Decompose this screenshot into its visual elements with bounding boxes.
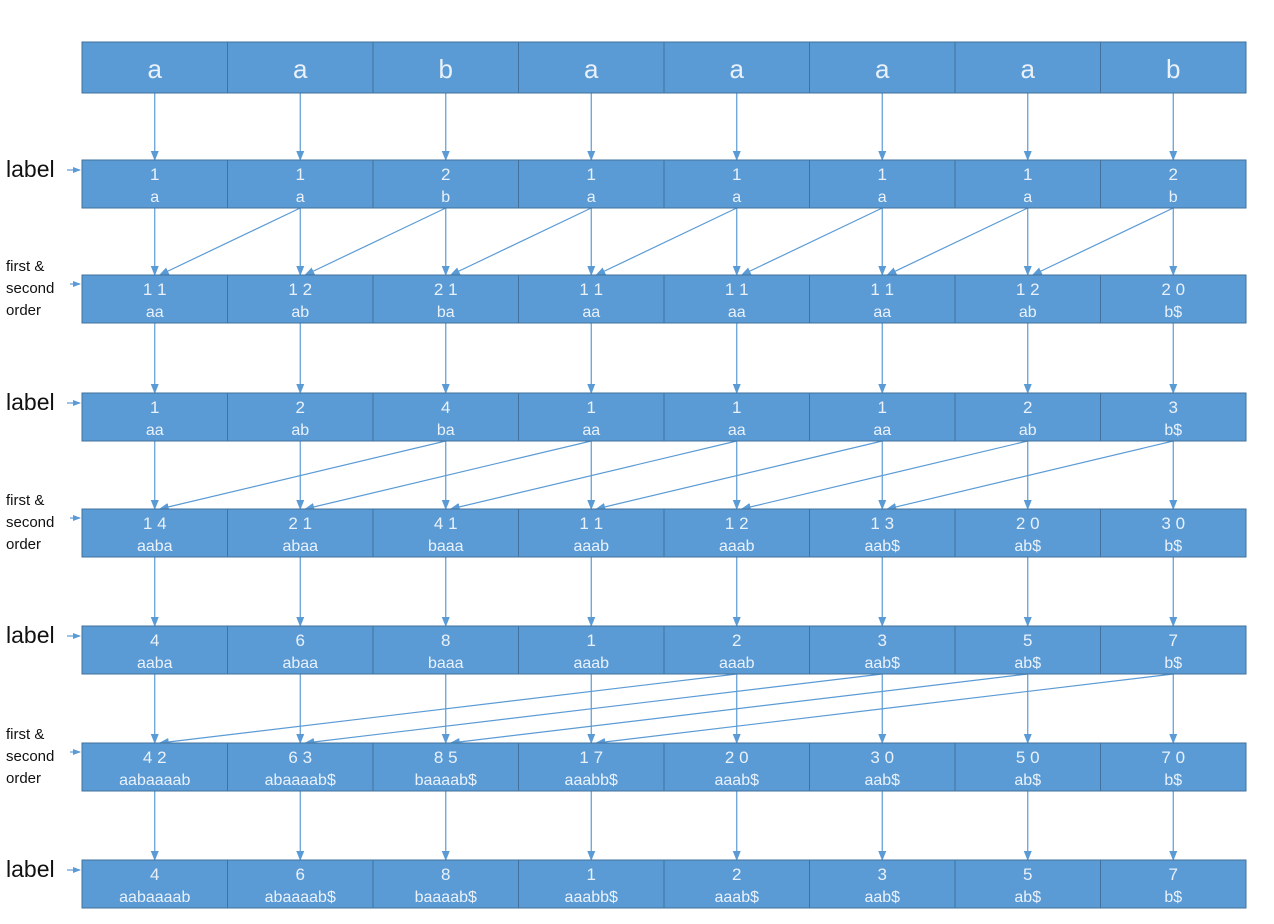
cell-rank-value: 1 2 — [724, 514, 749, 533]
diagonal-arrow — [596, 208, 737, 275]
cell-rank-value: 1 — [295, 165, 305, 184]
cell-substring: aaab — [573, 538, 610, 555]
side-label-label: label — [6, 156, 55, 182]
cell-rank-value: 1 — [586, 865, 596, 884]
title-cell-char: a — [729, 54, 744, 84]
title-cell-char: a — [584, 54, 599, 84]
cell-substring: b — [1168, 189, 1178, 206]
cell-substring: aa — [873, 304, 892, 321]
cell-substring: a — [1023, 189, 1033, 206]
cell-substring: aaab — [573, 655, 610, 672]
cell-substring: b$ — [1164, 655, 1183, 672]
diagonal-arrow — [451, 208, 592, 275]
cell-rank-value: 1 2 — [288, 280, 313, 299]
cell-substring: abaa — [282, 538, 319, 555]
cell-substring: aab$ — [864, 655, 901, 672]
side-label-label: label — [6, 389, 55, 415]
cell-rank-value: 1 — [150, 165, 160, 184]
cell-rank-value: 1 — [1023, 165, 1033, 184]
cell-rank-value: 1 — [877, 398, 887, 417]
cell-substring: a — [295, 189, 305, 206]
cells-layer — [82, 42, 1246, 908]
cell-rank-value: 2 1 — [433, 280, 458, 299]
side-labels-layer — [6, 156, 80, 882]
cell-substring: aaab — [718, 655, 755, 672]
diagonal-arrow — [1033, 208, 1174, 275]
cell-substring: ab$ — [1014, 538, 1042, 555]
cell-substring: aaab — [718, 538, 755, 555]
diagonal-arrow — [305, 674, 882, 743]
cell-substring: aaab$ — [714, 889, 759, 906]
cell-substring: ab$ — [1014, 655, 1042, 672]
diagonal-arrow — [160, 441, 446, 509]
cell-rank-value: 1 — [150, 398, 160, 417]
cell-substring: aab$ — [864, 889, 901, 906]
cell-substring: b — [441, 189, 451, 206]
side-label-label: label — [6, 622, 55, 648]
cell-rank-value: 1 1 — [142, 280, 167, 299]
cell-substring: aa — [582, 304, 601, 321]
cell-substring: aa — [727, 304, 746, 321]
cell-substring: abaaaab$ — [264, 772, 336, 789]
diagonal-arrow — [887, 208, 1028, 275]
title-cell-char: b — [1166, 54, 1181, 84]
cell-rank-value: 1 4 — [142, 514, 167, 533]
cell-rank-value: 1 1 — [724, 280, 749, 299]
cell-rank-value: 5 0 — [1015, 748, 1040, 767]
cell-substring: a — [586, 189, 596, 206]
cell-rank-value: 6 3 — [288, 748, 313, 767]
cell-substring: b$ — [1164, 422, 1183, 439]
cell-substring: aab$ — [864, 538, 901, 555]
cell-substring: a — [732, 189, 742, 206]
cell-rank-value: 2 0 — [1015, 514, 1040, 533]
cell-substring: aab$ — [864, 772, 901, 789]
diagonal-arrow — [305, 208, 446, 275]
cell-substring: ab$ — [1014, 772, 1042, 789]
cell-rank-value: 1 1 — [870, 280, 895, 299]
side-label-first-second-order: order — [6, 770, 42, 787]
cell-substring: aa — [727, 422, 746, 439]
cell-rank-value: 1 — [586, 165, 596, 184]
cell-rank-value: 2 1 — [288, 514, 313, 533]
cell-rank-value: 2 — [732, 631, 742, 650]
cell-substring: aa — [582, 422, 601, 439]
cell-rank-value: 2 0 — [1161, 280, 1186, 299]
side-label-first-second-order: second — [6, 514, 55, 531]
cell-substring: a — [150, 189, 160, 206]
cell-substring: abaa — [282, 655, 319, 672]
diagonal-arrow — [160, 208, 301, 275]
cell-substring: aaabb$ — [564, 772, 618, 789]
cell-rank-value: 1 — [732, 398, 742, 417]
cell-rank-value: 2 — [1168, 165, 1178, 184]
diagonal-arrow — [305, 441, 591, 509]
cell-rank-value: 4 2 — [142, 748, 167, 767]
cell-substring: b$ — [1164, 889, 1183, 906]
diagonal-arrow — [742, 441, 1028, 509]
cell-rank-value: 2 — [732, 865, 742, 884]
cell-substring: ab — [1018, 304, 1037, 321]
cell-rank-value: 3 — [877, 865, 887, 884]
diagonal-arrow — [451, 441, 737, 509]
cell-rank-value: 1 2 — [1015, 280, 1040, 299]
title-cell-char: a — [293, 54, 308, 84]
cell-rank-value: 8 5 — [433, 748, 458, 767]
side-label-first-second-order: order — [6, 302, 42, 319]
cell-rank-value: 3 — [877, 631, 887, 650]
cell-substring: ba — [436, 304, 455, 321]
diagonal-arrow — [596, 441, 882, 509]
side-label-label: label — [6, 856, 55, 882]
cell-rank-value: 3 0 — [870, 748, 895, 767]
cell-substring: aaabb$ — [564, 889, 618, 906]
cell-rank-value: 5 — [1023, 865, 1033, 884]
cell-rank-value: 3 0 — [1161, 514, 1186, 533]
cell-rank-value: 2 — [441, 165, 451, 184]
cell-rank-value: 1 1 — [579, 514, 604, 533]
cell-rank-value: 7 — [1168, 865, 1178, 884]
cell-substring: ab — [291, 304, 310, 321]
cell-substring: ab — [291, 422, 310, 439]
side-label-first-second-order: second — [6, 748, 55, 765]
cell-rank-value: 5 — [1023, 631, 1033, 650]
cell-substring: b$ — [1164, 304, 1183, 321]
cell-rank-value: 4 — [150, 865, 160, 884]
cell-substring: aa — [145, 304, 164, 321]
cell-substring: aabaaaab — [119, 889, 191, 906]
diagonal-arrow — [887, 441, 1173, 509]
side-label-first-second-order: second — [6, 280, 55, 297]
cell-rank-value: 4 1 — [433, 514, 458, 533]
cell-substring: baaaab$ — [414, 772, 477, 789]
cell-substring: aaab$ — [714, 772, 759, 789]
cell-rank-value: 1 — [877, 165, 887, 184]
cell-substring: b$ — [1164, 538, 1183, 555]
diagonal-arrow — [160, 674, 737, 743]
cell-substring: a — [877, 189, 887, 206]
side-label-first-second-order: first & — [6, 492, 45, 509]
cell-rank-value: 1 — [732, 165, 742, 184]
cell-rank-value: 2 0 — [724, 748, 749, 767]
cell-rank-value: 1 7 — [579, 748, 604, 767]
cell-rank-value: 4 — [441, 398, 451, 417]
cell-substring: b$ — [1164, 772, 1183, 789]
cell-rank-value: 2 — [295, 398, 305, 417]
cell-rank-value: 7 — [1168, 631, 1178, 650]
cell-substring: ab$ — [1014, 889, 1042, 906]
cell-substring: aabaaaab — [119, 772, 191, 789]
side-label-first-second-order: order — [6, 536, 42, 553]
title-cell-char: a — [875, 54, 890, 84]
cell-rank-value: 7 0 — [1161, 748, 1186, 767]
cell-rank-value: 6 — [295, 865, 305, 884]
cell-rank-value: 1 3 — [870, 514, 895, 533]
title-cell-char: a — [147, 54, 162, 84]
cell-rank-value: 3 — [1168, 398, 1178, 417]
title-cell-char: a — [1020, 54, 1035, 84]
diagonal-arrow — [451, 674, 1028, 743]
diagonal-arrow — [742, 208, 883, 275]
cell-rank-value: 6 — [295, 631, 305, 650]
cell-rank-value: 1 1 — [579, 280, 604, 299]
cell-substring: baaaab$ — [414, 889, 477, 906]
cell-substring: ba — [436, 422, 455, 439]
cell-substring: baaa — [427, 538, 464, 555]
side-label-first-second-order: first & — [6, 726, 45, 743]
cell-substring: aaba — [136, 538, 173, 555]
cell-substring: aaba — [136, 655, 173, 672]
cell-substring: abaaaab$ — [264, 889, 336, 906]
cell-substring: baaa — [427, 655, 464, 672]
side-label-first-second-order: first & — [6, 258, 45, 275]
cell-rank-value: 8 — [441, 865, 451, 884]
cell-rank-value: 1 — [586, 398, 596, 417]
cell-substring: ab — [1018, 422, 1037, 439]
cell-substring: aa — [145, 422, 164, 439]
cell-substring: aa — [873, 422, 892, 439]
diagonal-arrow — [596, 674, 1173, 743]
cell-rank-value: 4 — [150, 631, 160, 650]
cell-rank-value: 2 — [1023, 398, 1033, 417]
title-cell-char: b — [438, 54, 453, 84]
cell-rank-value: 8 — [441, 631, 451, 650]
cell-rank-value: 1 — [586, 631, 596, 650]
